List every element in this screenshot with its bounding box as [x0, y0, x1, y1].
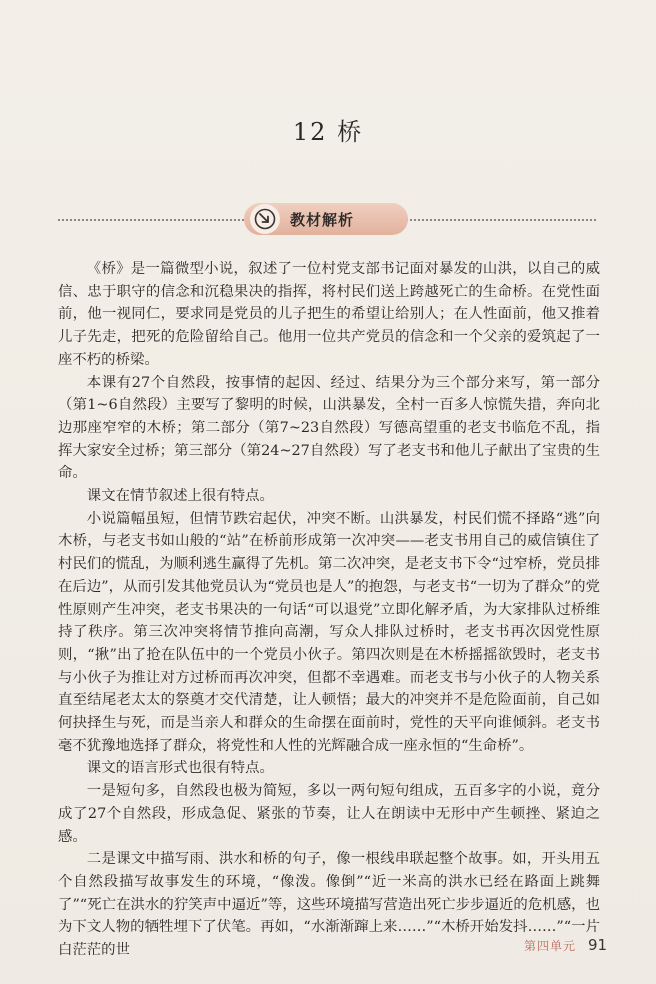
paragraph: 小说篇幅虽短，但情节跌宕起伏，冲突不断。山洪暴发，村民们慌不择路“逃”向木桥，与老支书如山般的“站”在桥前形成第一次冲突——老支书用自己的威信镇住了村民们的慌乱，为顺利逃生赢得了先机。第二次冲突，是老支书下令“过窄桥，党员排在后边”，从而引发其他党员认为“党员也是人”的抱怨，与老支书“一切为了群众”的党性原则产生冲突，老支书果决的一句话“可以退党”立即化解矛盾，为大家排队过桥维持了秩序。第三次冲突将情节推向高潮，写众人排队过桥时，老支书再次因党性原则，“揪”出了抢在队伍中的一个党员小伙子。第四次则是在木桥摇摇欲毁时，老支书与小伙子为推让对方过桥而再次冲突，但都不幸遇难。而老支书与小伙子的人物关系直至结尾老太太的祭奠才交代清楚，让人顿悟；最大的冲突并不是危险面前，自己如何抉择生与死，而是当亲人和群众的生命摆在面前时，党性的天平向谁倾斜。老支书毫不犹豫地选择了群众，将党性和人性的光辉融合成一座永恒的“生命桥”。: [58, 510, 600, 754]
paragraph: 二是课文中描写雨、洪水和桥的句子，像一根线串联起整个故事。如，开头用五个自然段描写故事发生的环境，“像泼。像倒”“近一米高的洪水已经在路面上跳舞了”“死亡在洪水的狞笑声中逼近”等，这些环境描写营造出死亡步步逼近的危机感，也为下文人物的牺牲埋下了伏笔。再如，“水渐渐蹿上来……”“木桥开始发抖……”“一片白茫茫的世: [58, 851, 600, 959]
section-label: 教材解析: [290, 210, 355, 229]
page-number: 91: [588, 936, 608, 954]
paragraph: 本课有27个自然段，按事情的起因、经过、结果分为三个部分来写，第一部分（第1~6自然段）主要写了黎明的时候，山洪暴发，全村一百多人惊慌失措，奔向北边那座窄窄的木桥；第二部分（第7~23自然段）写德高望重的老支书临危不乱，指挥大家安全过桥；第三部分（第24~27自然段）写了老支书和他儿子献出了宝贵的生命。: [58, 374, 600, 482]
paragraph: 课文的语言形式也很有特点。: [86, 760, 274, 777]
section-header: [58, 203, 596, 237]
paragraph: 一是短句多，自然段也极为简短，多以一两句短句组成，五百多字的小说，竟分成了27个自然段，形成急促、紧张的节奏，让人在朗读中无形中产生顿挫、紧迫之感。: [58, 783, 600, 845]
unit-label: 第四单元: [524, 939, 577, 953]
paragraph: 《桥》是一篇微型小说，叙述了一位村党支部书记面对暴发的山洪，以自己的威信、忠于职守的信念和沉稳果决的指挥，将村民们送上跨越死亡的生命桥。在党性面前，他一视同仁，要求同是党员的儿子把生的希望让给别人；在人性面前，他又推着儿子先走，把死的危险留给自己。他用一位共产党员的信念和一个父亲的爱筑起了一座不朽的桥梁。: [58, 261, 600, 368]
page-footer: [524, 936, 607, 954]
body-text: [58, 258, 600, 962]
paragraph: 课文在情节叙述上很有特点。: [86, 488, 274, 505]
section-banner: [244, 203, 408, 235]
page-title: 12 桥: [292, 118, 364, 146]
arrow-circle-icon: [250, 204, 280, 234]
